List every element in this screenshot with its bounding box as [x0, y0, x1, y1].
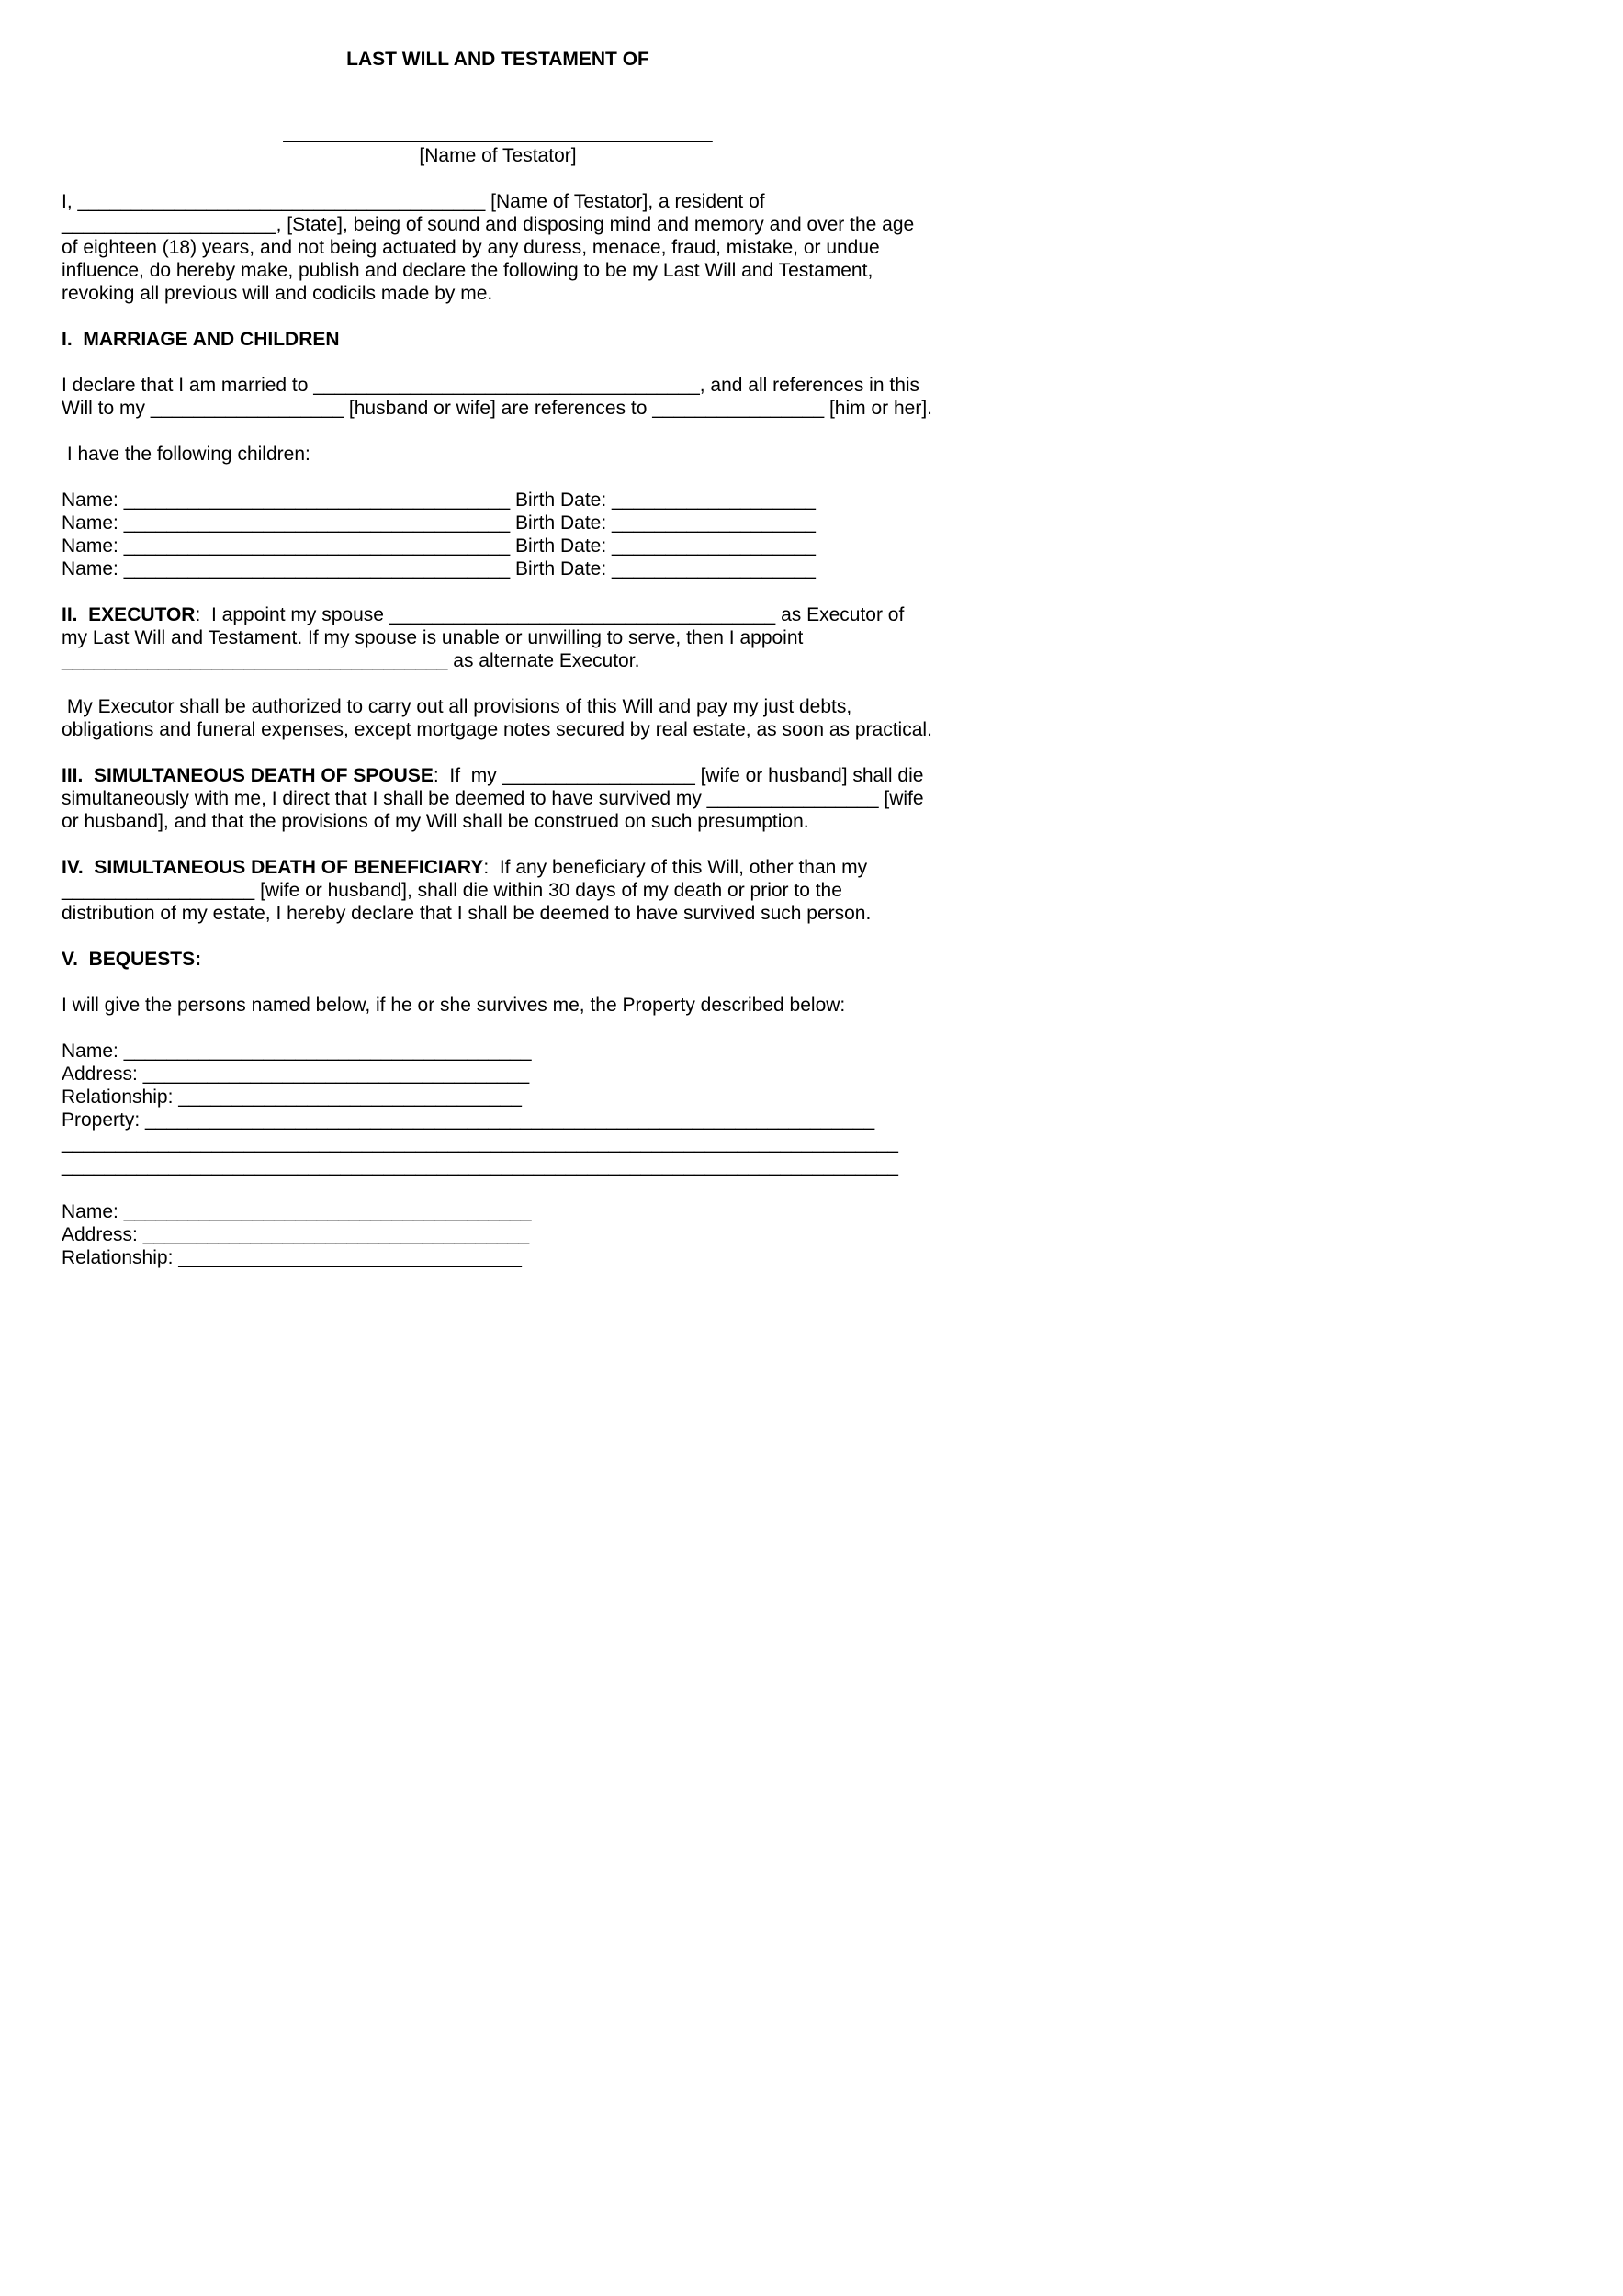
child-birth-label: Birth Date: [510, 490, 613, 511]
bequest-property-extra-line: ______________________________________________________________________________ [62, 1155, 898, 1176]
section-heading-bequests: V. BEQUESTS: [62, 949, 202, 970]
references-to-blank: ________________ [652, 398, 825, 419]
bequest-relationship-label: Relationship: [62, 1247, 179, 1268]
husband-or-wife-blank: __________________ [150, 398, 344, 419]
spouse-death-paragraph [62, 764, 934, 833]
child-birth-blank: ___________________ [612, 558, 816, 580]
intro-after-name: [Name of Testator], a resident of [485, 191, 765, 212]
beneficiary-death-text-1: : If any beneficiary of this Will, other than my [483, 857, 868, 878]
child-birth-label: Birth Date: [510, 512, 613, 534]
bequest-relationship-blank: ________________________________ [178, 1247, 522, 1268]
executor-paragraph [62, 603, 934, 672]
intro-paragraph [62, 190, 934, 305]
alternate-executor-blank: ____________________________________ [62, 650, 448, 671]
beneficiary-death-paragraph [62, 856, 934, 925]
bequest-address-blank: ____________________________________ [142, 1224, 530, 1245]
marriage-text-4: [him or her]. [824, 398, 932, 419]
bequest-address-label: Address: [62, 1224, 143, 1245]
children-list [62, 489, 934, 580]
executor-text-1: : I appoint my spouse [195, 604, 389, 625]
marriage-text-3: [husband or wife] are references to [344, 398, 653, 419]
document-content [62, 48, 934, 1269]
child-name-blank: ____________________________________ [123, 490, 511, 511]
section-heading-simultaneous-death-beneficiary: IV. SIMULTANEOUS DEATH OF BENEFICIARY [62, 857, 484, 878]
testator-name-fill-blank: ______________________________________ [77, 191, 486, 212]
bequest-name-label: Name: [62, 1041, 124, 1062]
executor-text-2: as Executor of my Last Will and Testament. If my spouse is unable or unwilling to serve, then I appoint [62, 604, 905, 648]
child-name-blank: ____________________________________ [123, 558, 511, 580]
executor-spouse-blank: ____________________________________ [389, 604, 776, 625]
child-birth-blank: ___________________ [612, 490, 816, 511]
testator-name-blank: ________________________________________ [283, 122, 713, 143]
marriage-paragraph [62, 374, 934, 420]
bequest-address-row [62, 1063, 934, 1086]
spouse-death-blank-1: __________________ [502, 765, 695, 786]
child-row [62, 557, 934, 580]
bequest-relationship-row [62, 1246, 934, 1269]
beneficiary-death-text-2: [wife or husband], shall die within 30 days of my death or prior to the distribution of my estate, I hereby declare that I shall be deemed to have survived such person. [62, 880, 872, 924]
bequest-address-row [62, 1223, 934, 1246]
child-name-blank: ____________________________________ [123, 512, 511, 534]
bequest-property-row [62, 1109, 934, 1131]
intro-body: , [State], being of sound and disposing mind and memory and over the age of eighteen (18) years, and not being actuated by any duress, menace, fraud, mistake, or undue influence, do hereby make, publish and declare the following to be my Last Will and Testament, revoking all previous will and codicils made by me. [62, 214, 915, 304]
child-row [62, 535, 934, 557]
state-fill-blank: ____________________ [62, 214, 276, 235]
marriage-text-2: , and all references in this Will to my [62, 375, 920, 419]
bequest-name-row [62, 1040, 934, 1063]
bequest-property-blank: ____________________________________________________________________ [145, 1109, 875, 1131]
child-name-label: Name: [62, 558, 124, 580]
spouse-death-text-3: [wife or husband], and that the provisions of my Will shall be construed on such presumption. [62, 788, 924, 832]
children-intro: I have the following children: [62, 444, 310, 465]
child-birth-label: Birth Date: [510, 535, 613, 557]
section-heading-simultaneous-death-spouse: III. SIMULTANEOUS DEATH OF SPOUSE [62, 765, 434, 786]
spouse-name-blank: ____________________________________ [313, 375, 700, 396]
section-heading-executor: II. EXECUTOR [62, 604, 196, 625]
bequest-name-row [62, 1200, 934, 1223]
child-name-label: Name: [62, 490, 124, 511]
executor-duties-paragraph: My Executor shall be authorized to carry out all provisions of this Will and pay my just debts, obligations and funeral expenses, except mortgage notes secured by real estate, as soon as practical. [62, 696, 932, 740]
child-name-label: Name: [62, 535, 124, 557]
bequest-name-blank: ______________________________________ [123, 1201, 532, 1222]
child-birth-blank: ___________________ [612, 512, 816, 534]
spouse-death-text-2: [wife or husband] shall die simultaneously with me, I direct that I shall be deemed to have survived my [62, 765, 924, 809]
bequest-name-blank: ______________________________________ [123, 1041, 532, 1062]
testator-name-caption: [Name of Testator] [419, 145, 577, 166]
bequest-property-extra-line: ______________________________________________________________________________ [62, 1132, 898, 1154]
document-title: LAST WILL AND TESTAMENT OF [346, 49, 649, 70]
bequests-intro: I will give the persons named below, if he or she survives me, the Property described below: [62, 995, 846, 1016]
bequest-address-label: Address: [62, 1064, 143, 1085]
bequest-relationship-blank: ________________________________ [178, 1086, 522, 1108]
child-birth-blank: ___________________ [612, 535, 816, 557]
child-name-label: Name: [62, 512, 124, 534]
spouse-death-blank-2: ________________ [706, 788, 879, 809]
spouse-death-text-1: : If my [433, 765, 502, 786]
bequest-relationship-row [62, 1086, 934, 1109]
section-heading-marriage-children: I. MARRIAGE AND CHILDREN [62, 329, 340, 350]
testator-name-block [62, 121, 934, 167]
beneficiary-death-blank: __________________ [62, 880, 255, 901]
marriage-text-1: I declare that I am married to [62, 375, 314, 396]
bequest-address-blank: ____________________________________ [142, 1064, 530, 1085]
child-row [62, 512, 934, 535]
child-name-blank: ____________________________________ [123, 535, 511, 557]
intro-lead: I, [62, 191, 78, 212]
bequest-relationship-label: Relationship: [62, 1086, 179, 1108]
child-birth-label: Birth Date: [510, 558, 613, 580]
bequest-property-label: Property: [62, 1109, 146, 1131]
executor-text-3: as alternate Executor. [447, 650, 640, 671]
bequest-name-label: Name: [62, 1201, 124, 1222]
bequest-block-2 [62, 1200, 934, 1269]
bequest-block-1 [62, 1040, 934, 1177]
child-row [62, 489, 934, 512]
